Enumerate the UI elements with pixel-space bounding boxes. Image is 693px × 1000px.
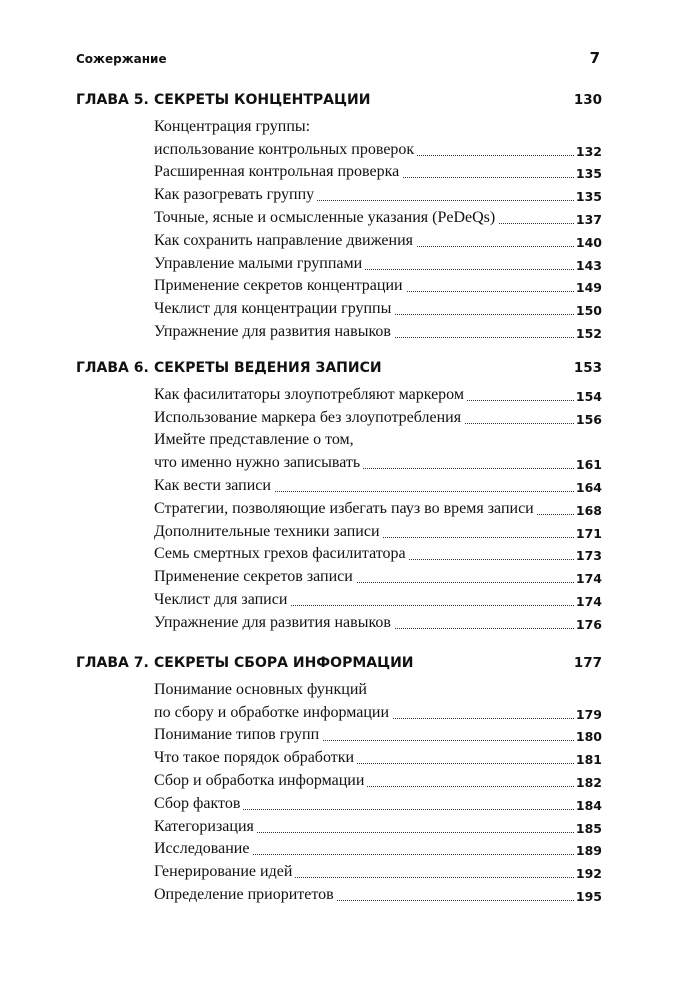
chapter-title: СЕКРЕТЫ СБОРА ИНФОРМАЦИИ xyxy=(154,655,414,671)
chapter-heading xyxy=(76,92,602,115)
toc-entry-page: 149 xyxy=(575,280,602,296)
toc-entry xyxy=(154,838,602,861)
toc-entry-page: 135 xyxy=(575,166,602,182)
chapter-page: 130 xyxy=(573,92,602,108)
toc-entry xyxy=(154,860,602,883)
toc-entry-title: Применение секретов концентрации xyxy=(154,277,406,295)
toc-entry-page: 195 xyxy=(575,888,602,904)
toc-entry-title: Понимание типов групп xyxy=(154,726,322,744)
toc-entry-title-line: Концентрация группы: xyxy=(154,117,311,135)
running-head-section: Сожержание xyxy=(76,52,167,66)
toc-entry-title: Точные, ясные и осмысленные указания (PeDeQs) xyxy=(154,209,498,227)
toc-entry xyxy=(154,161,602,184)
toc-entry-page: 185 xyxy=(575,820,602,836)
toc-entry xyxy=(154,320,602,343)
toc-entry xyxy=(154,252,602,275)
toc-entry-page: 182 xyxy=(575,774,602,790)
toc-entry-page: 132 xyxy=(575,143,602,159)
chapter-page: 153 xyxy=(573,360,602,376)
toc-entry-title: по сбору и обработке информации xyxy=(154,704,392,722)
toc-entries xyxy=(154,383,602,634)
chapter-label: ГЛАВА 7. xyxy=(76,655,149,671)
page-number: 7 xyxy=(589,49,600,67)
toc-entries xyxy=(154,678,602,906)
running-head xyxy=(76,50,602,70)
toc-entry-page: 181 xyxy=(575,752,602,768)
toc-entry-page: 189 xyxy=(575,843,602,859)
toc-entry-page: 152 xyxy=(575,325,602,341)
toc-entry-page: 168 xyxy=(575,502,602,518)
toc-entry-title: использование контрольных проверок xyxy=(154,141,417,159)
toc-entry-title: Применение секретов записи xyxy=(154,568,356,586)
toc-entry-page: 173 xyxy=(575,548,602,564)
toc-entry xyxy=(154,611,602,634)
toc-entry xyxy=(154,474,602,497)
chapter-label: ГЛАВА 6. xyxy=(76,360,149,376)
toc-entry-title: Использование маркера без злоупотребления xyxy=(154,409,464,427)
chapter-heading xyxy=(76,360,602,383)
toc-entry xyxy=(154,275,602,298)
toc-entry-title: Упражнение для развития навыков xyxy=(154,614,394,632)
toc-entry xyxy=(154,183,602,206)
toc-entry xyxy=(154,497,602,520)
toc-entry xyxy=(154,206,602,229)
toc-entry-title: Генерирование идей xyxy=(154,863,295,881)
toc-entry-page: 164 xyxy=(575,479,602,495)
toc-entry-page: 174 xyxy=(575,571,602,587)
toc-entry xyxy=(154,115,602,161)
toc-entry-page: 161 xyxy=(575,457,602,473)
toc-entry xyxy=(154,297,602,320)
toc-entry-title: Как вести записи xyxy=(154,477,274,495)
chapter-label: ГЛАВА 5. xyxy=(76,92,149,108)
toc-entry-page: 179 xyxy=(575,706,602,722)
toc-entry xyxy=(154,429,602,475)
toc-entry-page: 156 xyxy=(575,411,602,427)
toc-entry xyxy=(154,815,602,838)
chapter-6 xyxy=(76,360,602,634)
toc-entry-page: 184 xyxy=(575,797,602,813)
toc-entry-title: что именно нужно записывать xyxy=(154,454,363,472)
toc-entry xyxy=(154,769,602,792)
toc-entry-title: Сбор и обработка информации xyxy=(154,772,367,790)
toc-entry-page: 137 xyxy=(575,211,602,227)
toc-entry xyxy=(154,383,602,406)
toc-entry-title: Расширенная контрольная проверка xyxy=(154,163,402,181)
toc-entry-page: 176 xyxy=(575,616,602,632)
toc-entry-title: Как фасилитаторы злоупотребляют маркером xyxy=(154,386,467,404)
toc-entry-title: Как сохранить направление движения xyxy=(154,232,416,250)
toc-entry xyxy=(154,883,602,906)
toc-entry xyxy=(154,229,602,252)
chapter-heading xyxy=(76,655,602,678)
toc-entry xyxy=(154,746,602,769)
toc-entry-title: Сбор фактов xyxy=(154,795,243,813)
toc-entry-page: 140 xyxy=(575,234,602,250)
chapter-5 xyxy=(76,92,602,343)
toc-entry xyxy=(154,588,602,611)
toc-entry-title: Семь смертных грехов фасилитатора xyxy=(154,545,409,563)
toc-entry-page: 135 xyxy=(575,189,602,205)
toc-entry xyxy=(154,406,602,429)
chapter-title: СЕКРЕТЫ ВЕДЕНИЯ ЗАПИСИ xyxy=(154,360,382,376)
toc-entry-title: Исследование xyxy=(154,840,252,858)
toc-entry-title: Категоризация xyxy=(154,818,257,836)
toc-entry-page: 154 xyxy=(575,388,602,404)
toc-entry-page: 150 xyxy=(575,303,602,319)
chapter-page: 177 xyxy=(573,655,602,671)
toc-entry-title: Чеклист для концентрации группы xyxy=(154,300,394,318)
chapter-title: СЕКРЕТЫ КОНЦЕНТРАЦИИ xyxy=(154,92,371,108)
toc-entry-page: 143 xyxy=(575,257,602,273)
toc-entry xyxy=(154,565,602,588)
toc-entry xyxy=(154,792,602,815)
toc-entries xyxy=(154,115,602,343)
toc-entry-title: Чеклист для записи xyxy=(154,591,290,609)
toc-entry-title: Определение приоритетов xyxy=(154,886,337,904)
toc-entry-title: Как разогревать группу xyxy=(154,186,317,204)
toc-entry-title: Управление малыми группами xyxy=(154,255,365,273)
toc-entry-title: Дополнительные техники записи xyxy=(154,523,383,541)
toc-entry-page: 192 xyxy=(575,866,602,882)
toc-entry xyxy=(154,543,602,566)
toc-entry-title: Что такое порядок обработки xyxy=(154,749,357,767)
toc-entry xyxy=(154,520,602,543)
toc-entry-title: Упражнение для развития навыков xyxy=(154,323,394,341)
chapter-7 xyxy=(76,655,602,906)
toc-entry-page: 174 xyxy=(575,593,602,609)
toc-entry xyxy=(154,724,602,747)
toc-entry-title: Стратегии, позволяющие избегать пауз во время записи xyxy=(154,500,537,518)
toc-entry-title-line: Имейте представление о том, xyxy=(154,431,354,449)
toc-entry xyxy=(154,678,602,724)
toc-entry-page: 180 xyxy=(575,729,602,745)
toc-entry-page: 171 xyxy=(575,525,602,541)
toc-entry-title-line: Понимание основных функций xyxy=(154,680,367,698)
